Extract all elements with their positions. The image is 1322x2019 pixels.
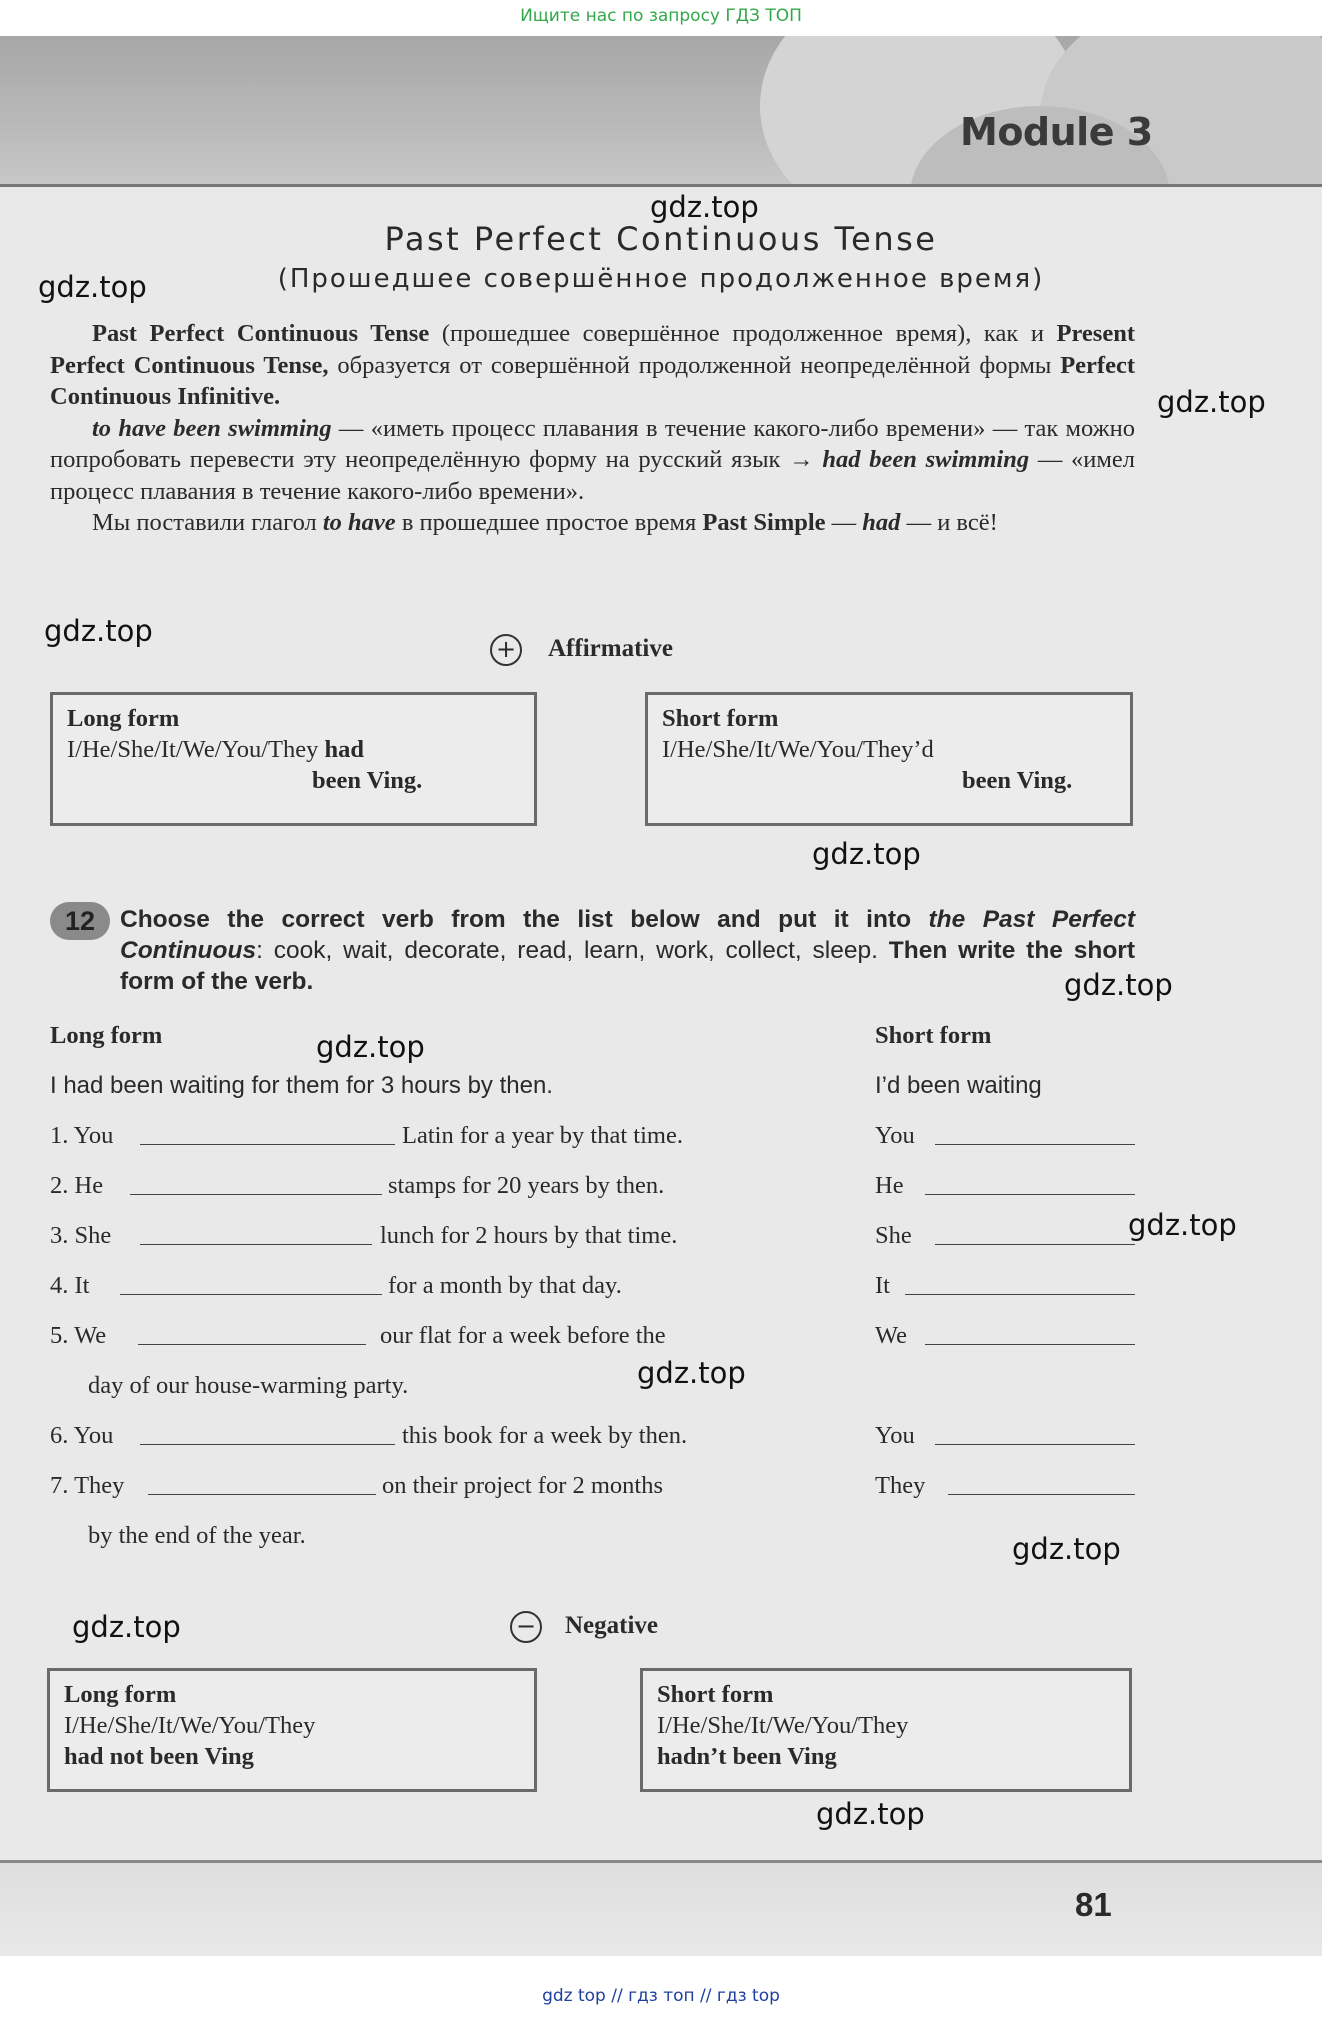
box-heading: Short form	[662, 705, 779, 732]
watermark: gdz.top	[812, 837, 921, 871]
exercise-item-6: 6. You	[50, 1422, 114, 1449]
short-item-1: You	[875, 1122, 915, 1149]
box-heading: Long form	[67, 705, 180, 732]
bottom-links[interactable]: gdz top // гдз топ // гдз top	[542, 1986, 780, 2006]
module-label: Module 3	[960, 110, 1153, 154]
theory-paragraph-1: Past Perfect Continuous Tense (прошедшее совершённое продолженное время), как и Present Perfect Continuous Tense, образуется от совершённой продолженной неопределённой формы Perfect Continuous Infinitive.	[50, 320, 1135, 410]
example-short-form: I’d been waiting	[875, 1072, 1042, 1099]
negative-label: Negative	[565, 1612, 659, 1639]
theory-paragraph-3: Мы поставили глагол to have в прошедшее простое время Past Simple — had — и всё!	[92, 509, 998, 536]
watermark: gdz.top	[38, 270, 147, 304]
exercise-number-badge: 12	[50, 902, 110, 940]
exercise-item-6-rest: this book for a week by then.	[402, 1422, 688, 1449]
long-form-column-heading: Long form	[50, 1022, 163, 1049]
watermark: gdz.top	[44, 614, 153, 648]
exercise-item-5: 5. We	[50, 1322, 107, 1349]
exercise-item-2-rest: stamps for 20 years by then.	[388, 1172, 665, 1199]
watermark: gdz.top	[72, 1610, 181, 1644]
answer-blank-1[interactable]	[140, 1144, 395, 1145]
plus-icon: +	[490, 634, 522, 666]
short-answer-line-1[interactable]	[935, 1143, 1135, 1145]
exercise-item-3: 3. She	[50, 1222, 112, 1249]
exercise-item-3-rest: lunch for 2 hours by that time.	[380, 1222, 678, 1249]
short-item-4: It	[875, 1272, 890, 1299]
short-form-column-heading: Short form	[875, 1022, 992, 1049]
box-heading: Long form	[64, 1681, 177, 1708]
watermark: gdz.top	[816, 1797, 925, 1831]
short-answer-line-2[interactable]	[925, 1193, 1135, 1195]
minus-icon: −	[510, 1611, 542, 1643]
box-line: I/He/She/It/We/You/They	[64, 1712, 316, 1739]
answer-blank-2[interactable]	[130, 1194, 382, 1195]
negative-long-form-box	[47, 1668, 537, 1792]
short-answer-line-3[interactable]	[935, 1243, 1135, 1245]
footer-band	[0, 1863, 1322, 1956]
answer-blank-4[interactable]	[120, 1294, 382, 1295]
theory-paragraph-2: to have been swimming — «иметь процесс плавания в течение какого-либо времени» — так можно попробовать перевести эту неопределённую форму на русский язык → had been swimming — «имел процесс плавания в течение какого-либо времени».	[50, 414, 1136, 505]
short-item-6: You	[875, 1422, 915, 1449]
box-line: I/He/She/It/We/You/They	[657, 1712, 909, 1739]
watermark: gdz.top	[650, 190, 759, 224]
exercise-item-4: 4. It	[50, 1272, 90, 1299]
short-answer-line-4[interactable]	[905, 1293, 1135, 1295]
box-line: I/He/She/It/We/You/They’d	[662, 736, 934, 763]
header-divider	[0, 184, 1322, 187]
watermark: gdz.top	[1128, 1208, 1237, 1242]
affirmative-long-form-box	[50, 692, 537, 826]
exercise-item-5-rest: our flat for a week before the	[380, 1322, 666, 1349]
exercise-item-7: 7. They	[50, 1472, 125, 1499]
watermark: gdz.top	[1064, 968, 1173, 1002]
box-line: I/He/She/It/We/You/They had	[67, 736, 365, 763]
answer-blank-3[interactable]	[140, 1244, 372, 1245]
exercise-item-1: 1. You	[50, 1122, 114, 1149]
page-number: 81	[1075, 1886, 1112, 1923]
affirmative-label: Affirmative	[548, 635, 673, 662]
exercise-item-4-rest: for a month by that day.	[388, 1272, 622, 1299]
box-line: been Ving.	[962, 767, 1073, 794]
answer-blank-7[interactable]	[148, 1494, 376, 1495]
top-banner: Ищите нас по запросу ГДЗ ТОП	[520, 6, 802, 26]
box-line: hadn’t been Ving	[657, 1743, 837, 1770]
short-item-7: They	[875, 1472, 926, 1499]
negative-short-form-box	[640, 1668, 1132, 1792]
box-line: been Ving.	[312, 767, 423, 794]
short-answer-line-7[interactable]	[948, 1493, 1135, 1495]
page-subtitle: (Прошедшее совершённое продолженное время)	[277, 264, 1045, 294]
exercise-item-7-rest: on their project for 2 months	[382, 1472, 664, 1499]
answer-blank-6[interactable]	[140, 1444, 395, 1445]
box-line: had not been Ving	[64, 1743, 254, 1770]
theory-text	[50, 318, 1135, 539]
watermark: gdz.top	[637, 1356, 746, 1390]
exercise-instructions: Choose the correct verb from the list below and put it into the Past Perfect Continuous: cook, wait, decorate, read, learn, work, collect, sleep. Then write the short form of the verb.	[120, 906, 1135, 995]
box-heading: Short form	[657, 1681, 774, 1708]
watermark: gdz.top	[316, 1030, 425, 1064]
watermark: gdz.top	[1012, 1532, 1121, 1566]
short-item-2: He	[875, 1172, 904, 1199]
affirmative-short-form-box	[645, 692, 1133, 826]
page-title: Past Perfect Continuous Tense	[384, 220, 938, 258]
exercise-item-2: 2. He	[50, 1172, 104, 1199]
short-answer-line-5[interactable]	[925, 1343, 1135, 1345]
short-item-5: We	[875, 1322, 908, 1349]
example-long-form: I had been waiting for them for 3 hours by then.	[50, 1072, 553, 1099]
short-item-3: She	[875, 1222, 912, 1249]
short-answer-line-6[interactable]	[935, 1443, 1135, 1445]
exercise-item-5-rest-continued: day of our house-warming party.	[88, 1372, 409, 1399]
exercise-item-7-rest-continued: by the end of the year.	[88, 1522, 306, 1549]
exercise-item-1-rest: Latin for a year by that time.	[402, 1122, 683, 1149]
watermark: gdz.top	[1157, 385, 1266, 419]
answer-blank-5[interactable]	[138, 1344, 366, 1345]
